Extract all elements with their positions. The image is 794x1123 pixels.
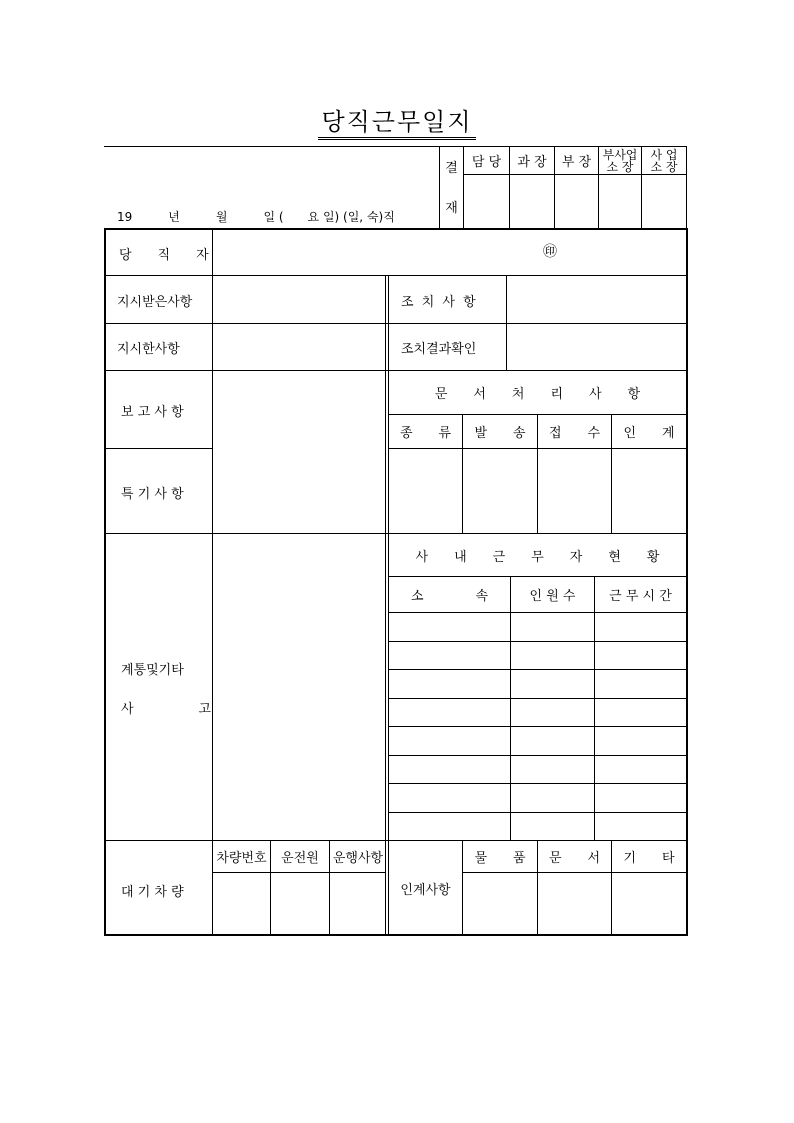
label-instructions-received: 지시받은사항 [117, 295, 193, 310]
label-handover-misc-1: 계통및기타 [121, 663, 184, 678]
label-duty-person: 당 직 자 [119, 248, 209, 263]
approval-label-bottom: 재 [445, 200, 458, 216]
approval-col-section-chief: 과 장 [517, 155, 547, 170]
seal-mark: ㊞ [543, 244, 557, 260]
vehicle-header-operation: 운행사항 [332, 851, 384, 866]
doc-header-received: 접 수 [548, 426, 601, 441]
label-standby-vehicle: 대 기 차 량 [121, 885, 184, 900]
document-processing-title: 문 서 처 리 사 항 [434, 387, 641, 402]
handover-header-other: 기 타 [623, 851, 675, 866]
staff-status-title: 사 내 근 무 자 현 황 [415, 549, 660, 565]
label-handover-items: 인계사항 [400, 882, 451, 898]
approval-col-dept-head: 부 장 [561, 155, 592, 170]
doc-header-handover: 인 계 [623, 426, 675, 441]
label-actions-taken: 조 치 사 항 [401, 295, 478, 310]
label-report-items: 보 고 사 항 [121, 405, 184, 420]
approval-col-staff: 담 당 [471, 155, 502, 170]
vehicle-header-driver: 운전원 [281, 851, 319, 866]
handover-header-documents: 문 서 [548, 851, 601, 866]
label-action-result-check: 조치결과확인 [401, 342, 477, 357]
handover-header-goods: 물 품 [474, 851, 526, 866]
label-instructions-given: 지시한사항 [117, 342, 180, 357]
approval-col-deputy-director: 부사업 소 장 [602, 147, 638, 174]
label-special-notes: 특 기 사 항 [121, 487, 184, 502]
approval-label-top: 결 [445, 160, 458, 176]
doc-header-sent: 발 송 [474, 426, 526, 441]
label-handover-misc-2: 사 고 [121, 702, 212, 717]
approval-col-director: 사 업 소 장 [650, 147, 678, 174]
date-line: 19 년 월 일 ( 요 일) (일, 숙)직 [117, 210, 395, 224]
staff-header-headcount: 인 원 수 [529, 589, 576, 604]
vehicle-header-number: 차량번호 [216, 851, 267, 866]
doc-header-type: 종 류 [399, 426, 452, 441]
document-title: 당직근무일지 [0, 102, 794, 137]
staff-header-affiliation: 소 속 [410, 589, 489, 604]
staff-header-work-hours: 근 무 시 간 [609, 589, 672, 604]
